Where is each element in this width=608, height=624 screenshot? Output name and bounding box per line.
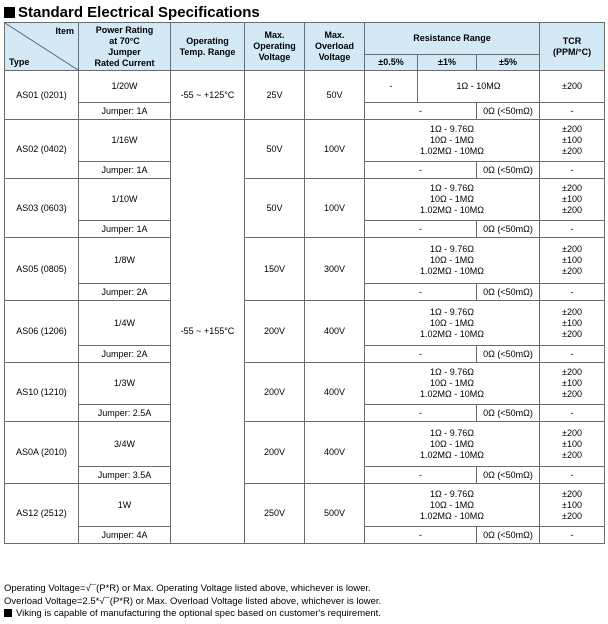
op-voltage-cell: 25V — [245, 71, 305, 120]
jumper-resistance-b: 0Ω (<50mΩ) — [477, 405, 540, 422]
op-voltage-cell: 200V — [245, 363, 305, 422]
jumper-cell: Jumper: 1A — [79, 103, 171, 120]
table-row — [5, 179, 605, 221]
type-cell: AS10 (1210) — [5, 363, 79, 422]
tcr-cell: ±200 ±100 ±200 — [540, 238, 605, 284]
power-cell: 3/4W — [79, 422, 171, 467]
power-cell: 1W — [79, 484, 171, 527]
jumper-resistance-b: 0Ω (<50mΩ) — [477, 162, 540, 179]
jumper-resistance-b: 0Ω (<50mΩ) — [477, 467, 540, 484]
tcr-cell: ±200 ±100 ±200 — [540, 422, 605, 467]
jumper-tcr: - — [540, 346, 605, 363]
jumper-cell: Jumper: 3.5A — [79, 467, 171, 484]
black-square-icon — [4, 7, 15, 18]
tol-1-header: ±1% — [418, 55, 477, 71]
page-title — [4, 2, 260, 22]
jumper-tcr: - — [540, 527, 605, 544]
note-custom-spec — [4, 608, 381, 621]
table-row — [5, 484, 605, 527]
tcr-header: TCR (PPM/°C) — [540, 23, 605, 71]
op-voltage-header: Max. Operating Voltage — [245, 23, 305, 71]
jumper-resistance-a: - — [365, 346, 477, 363]
resistance-cell: 1Ω - 9.76Ω 10Ω - 1MΩ 1.02MΩ - 10MΩ — [365, 238, 540, 284]
jumper-resistance-b: 0Ω (<50mΩ) — [477, 284, 540, 301]
type-cell: AS05 (0805) — [5, 238, 79, 301]
temp-cell: -55 ~ +125°C — [171, 71, 245, 120]
power-cell: 1/16W — [79, 120, 171, 162]
type-cell: AS06 (1206) — [5, 301, 79, 363]
tol-5-header: ±5% — [477, 55, 540, 71]
type-cell: AS12 (2512) — [5, 484, 79, 544]
jumper-resistance-b: 0Ω (<50mΩ) — [477, 221, 540, 238]
jumper-tcr: - — [540, 162, 605, 179]
resistance-cell: 1Ω - 9.76Ω 10Ω - 1MΩ 1.02MΩ - 10MΩ — [365, 363, 540, 405]
power-header: Power Rating at 70°C Jumper Rated Current — [79, 23, 171, 71]
power-cell: 1/3W — [79, 363, 171, 405]
jumper-cell: Jumper: 1A — [79, 221, 171, 238]
tcr-cell: ±200 ±100 ±200 — [540, 179, 605, 221]
ov-voltage-cell: 500V — [305, 484, 365, 544]
tcr-cell: ±200 ±100 ±200 — [540, 484, 605, 527]
temp-cell: -55 ~ +155°C — [171, 120, 245, 544]
tcr-cell: ±200 ±100 ±200 — [540, 363, 605, 405]
ov-voltage-cell: 100V — [305, 179, 365, 238]
ov-voltage-header: Max. Overload Voltage — [305, 23, 365, 71]
jumper-resistance-a: - — [365, 405, 477, 422]
jumper-resistance-b: 0Ω (<50mΩ) — [477, 103, 540, 120]
jumper-tcr: - — [540, 284, 605, 301]
note-overload-voltage: Overload Voltage=2.5*√¯(P*R) or Max. Overload Voltage listed above, whichever is lower. — [4, 595, 382, 607]
tcr-cell: ±200 — [540, 71, 605, 103]
tcr-cell: ±200 ±100 ±200 — [540, 120, 605, 162]
table-row — [5, 71, 605, 103]
black-square-icon — [4, 609, 12, 617]
power-cell: 1/10W — [79, 179, 171, 221]
type-cell: AS0A (2010) — [5, 422, 79, 484]
note-operating-voltage: Operating Voltage=√¯(P*R) or Max. Operating Voltage listed above, whichever is lower. — [4, 583, 371, 594]
op-voltage-cell: 250V — [245, 484, 305, 544]
jumper-resistance-a: - — [365, 284, 477, 301]
op-voltage-cell: 50V — [245, 179, 305, 238]
jumper-resistance-a: - — [365, 527, 477, 544]
type-cell: AS01 (0201) — [5, 71, 79, 120]
jumper-cell: Jumper: 2A — [79, 284, 171, 301]
op-voltage-cell: 200V — [245, 422, 305, 484]
jumper-resistance-a: - — [365, 162, 477, 179]
jumper-cell: Jumper: 2A — [79, 346, 171, 363]
jumper-cell: Jumper: 2.5A — [79, 405, 171, 422]
power-cell: 1/8W — [79, 238, 171, 284]
item-header-label: Item — [55, 26, 74, 36]
resistance-header: Resistance Range — [365, 23, 540, 55]
op-voltage-cell: 150V — [245, 238, 305, 301]
ov-voltage-cell: 400V — [305, 301, 365, 363]
op-voltage-cell: 200V — [245, 301, 305, 363]
resistance-cell: 1Ω - 9.76Ω 10Ω - 1MΩ 1.02MΩ - 10MΩ — [365, 301, 540, 346]
jumper-resistance-b: 0Ω (<50mΩ) — [477, 527, 540, 544]
header-row — [5, 23, 605, 55]
jumper-tcr: - — [540, 405, 605, 422]
ov-voltage-cell: 50V — [305, 71, 365, 120]
type-header-label: Type — [9, 57, 30, 67]
item-type-header — [5, 23, 79, 71]
power-cell: 1/20W — [79, 71, 171, 103]
page-title-text: Standard Electrical Specifications — [18, 3, 260, 21]
ov-voltage-cell: 400V — [305, 363, 365, 422]
resistance-cell: 1Ω - 10MΩ — [418, 71, 540, 103]
note-custom-spec-text: Viking is capable of manufacturing the optional spec based on customer's requirement. — [16, 608, 381, 619]
jumper-resistance-a: - — [365, 221, 477, 238]
resistance-cell: 1Ω - 9.76Ω 10Ω - 1MΩ 1.02MΩ - 10MΩ — [365, 422, 540, 467]
tcr-cell: ±200 ±100 ±200 — [540, 301, 605, 346]
table-row — [5, 120, 605, 162]
ov-voltage-cell: 400V — [305, 422, 365, 484]
table-row — [5, 363, 605, 405]
resistance-cell: 1Ω - 9.76Ω 10Ω - 1MΩ 1.02MΩ - 10MΩ — [365, 484, 540, 527]
jumper-cell: Jumper: 4A — [79, 527, 171, 544]
footnotes — [4, 583, 381, 621]
jumper-cell: Jumper: 1A — [79, 162, 171, 179]
power-cell: 1/4W — [79, 301, 171, 346]
jumper-tcr: - — [540, 467, 605, 484]
tol-05-header: ±0.5% — [365, 55, 418, 71]
table-row — [5, 422, 605, 467]
ov-voltage-cell: 100V — [305, 120, 365, 179]
jumper-resistance-a: - — [365, 467, 477, 484]
op-voltage-cell: 50V — [245, 120, 305, 179]
resistance-cell: 1Ω - 9.76Ω 10Ω - 1MΩ 1.02MΩ - 10MΩ — [365, 179, 540, 221]
temp-header: Operating Temp. Range — [171, 23, 245, 71]
table-row — [5, 238, 605, 284]
type-cell: AS02 (0402) — [5, 120, 79, 179]
resistance-05-cell: - — [365, 71, 418, 103]
table-row — [5, 301, 605, 346]
jumper-resistance-a: - — [365, 103, 477, 120]
spec-table — [4, 22, 605, 544]
jumper-tcr: - — [540, 221, 605, 238]
resistance-cell: 1Ω - 9.76Ω 10Ω - 1MΩ 1.02MΩ - 10MΩ — [365, 120, 540, 162]
type-cell: AS03 (0603) — [5, 179, 79, 238]
ov-voltage-cell: 300V — [305, 238, 365, 301]
jumper-tcr: - — [540, 103, 605, 120]
jumper-resistance-b: 0Ω (<50mΩ) — [477, 346, 540, 363]
